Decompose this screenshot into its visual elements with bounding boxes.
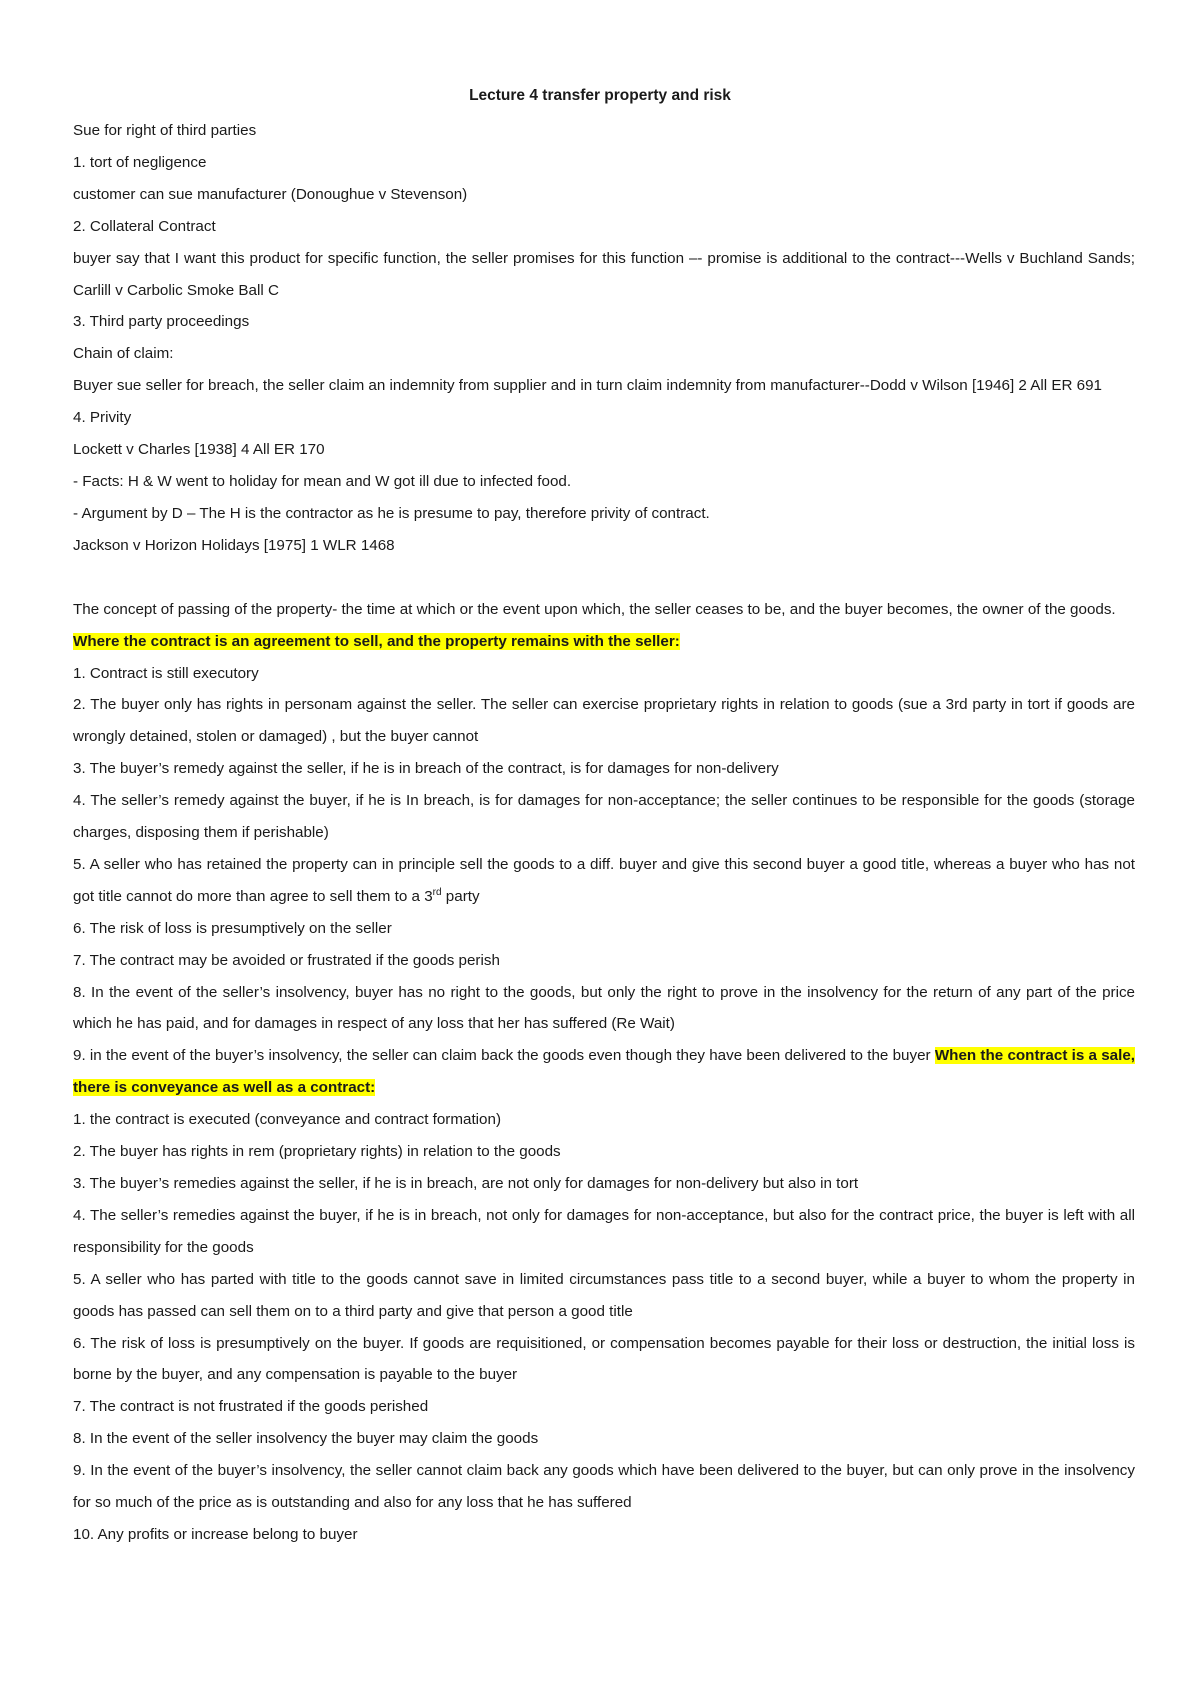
paragraph: 4. The seller’s remedy against the buyer, if he is In breach, is for damages for non-acceptance; the seller continues to be responsible for the goods (storage charges, disposing them if perishable) bbox=[73, 792, 1135, 842]
section-heading-third-parties: Sue for right of third parties bbox=[73, 122, 257, 139]
paragraph: 2. The buyer has rights in rem (proprietary rights) in relation to the goods bbox=[73, 1143, 561, 1161]
paragraph-text: 9. in the event of the buyer’s insolvency, the seller can claim back the goods even though they have been delivered to the buyer bbox=[73, 1047, 935, 1065]
paragraph-text: party bbox=[441, 887, 480, 905]
paragraph bbox=[73, 849, 1135, 913]
document-body bbox=[73, 115, 1135, 1551]
paragraph: buyer say that I want this product for specific function, the seller promises for this function –- promise is additional to the contract---Wells v Buchland Sands; Carlill v Carbolic Smoke Ball C bbox=[73, 249, 1135, 299]
paragraph: 1. the contract is executed (conveyance and contract formation) bbox=[73, 1111, 502, 1129]
paragraph-concept: The concept of passing of the property- the time at which or the event upon which, the seller ceases to be, and the buyer becomes, the owner of the goods. bbox=[73, 600, 1116, 618]
highlighted-heading: Where the contract is an agreement to sell, and the property remains with the seller: bbox=[73, 632, 680, 650]
paragraph: 2. The buyer only has rights in personam against the seller. The seller can exercise proprietary rights in relation to goods (sue a 3rd party in tort if goods are wrongly detained, stolen or damaged) , but the buyer cannot bbox=[73, 696, 1135, 746]
highlighted-heading: When the contract is a sale, there is conveyance as well as a contract: bbox=[73, 1047, 1136, 1097]
superscript: rd bbox=[432, 886, 442, 898]
paragraph: 4. Privity bbox=[73, 409, 132, 427]
paragraph: 3. Third party proceedings bbox=[73, 313, 250, 331]
paragraph: Lockett v Charles [1938] 4 All ER 170 bbox=[73, 441, 325, 459]
paragraph-text: 5. A seller who has retained the property can in principle sell the goods to a diff. buyer and give this second buyer a good title, whereas a buyer who has not got title cannot do more than agree to sell them to a 3 bbox=[73, 855, 1135, 905]
blank-line bbox=[73, 562, 1135, 594]
paragraph: 8. In the event of the seller’s insolvency, buyer has no right to the goods, but only the right to prove in the insolvency for the return of any part of the price which he has paid, and for damages in respect of any loss that her has suffered (Re Wait) bbox=[73, 983, 1135, 1033]
paragraph: 3. The buyer’s remedy against the seller, if he is in breach of the contract, is for damages for non-delivery bbox=[73, 760, 779, 778]
paragraph: 7. The contract may be avoided or frustrated if the goods perish bbox=[73, 951, 500, 969]
paragraph: 5. A seller who has parted with title to the goods cannot save in limited circumstances pass title to a second buyer, while a buyer to whom the property in goods has passed can sell them on to a third party and give that person a good title bbox=[73, 1270, 1135, 1320]
paragraph bbox=[73, 1040, 1135, 1104]
paragraph: Chain of claim: bbox=[73, 345, 174, 363]
paragraph: Jackson v Horizon Holidays [1975] 1 WLR 1468 bbox=[73, 536, 395, 554]
paragraph: Buyer sue seller for breach, the seller claim an indemnity from supplier and in turn claim indemnity from manufacturer--Dodd v Wilson [1946] 2 All ER 691 bbox=[73, 377, 1102, 395]
paragraph: 1. Contract is still executory bbox=[73, 664, 259, 682]
page-title: Lecture 4 transfer property and risk bbox=[469, 87, 731, 104]
paragraph: 7. The contract is not frustrated if the goods perished bbox=[73, 1398, 429, 1416]
paragraph: 1. tort of negligence bbox=[73, 153, 207, 171]
paragraph: - Argument by D – The H is the contractor as he is presume to pay, therefore privity of contract. bbox=[73, 504, 710, 522]
paragraph: 8. In the event of the seller insolvency the buyer may claim the goods bbox=[73, 1430, 539, 1448]
paragraph: 4. The seller’s remedies against the buyer, if he is in breach, not only for damages for non-acceptance, but also for the contract price, the buyer is left with all responsibility for the goods bbox=[73, 1206, 1135, 1256]
paragraph: 6. The risk of loss is presumptively on the buyer. If goods are requisitioned, or compensation becomes payable for their loss or destruction, the initial loss is borne by the buyer, and any compensation is payable to the buyer bbox=[73, 1334, 1135, 1384]
paragraph: 6. The risk of loss is presumptively on the seller bbox=[73, 919, 392, 937]
paragraph: 3. The buyer’s remedies against the seller, if he is in breach, are not only for damages for non-delivery but also in tort bbox=[73, 1175, 859, 1192]
paragraph: 2. Collateral Contract bbox=[73, 217, 216, 235]
paragraph: 9. In the event of the buyer’s insolvency, the seller cannot claim back any goods which have been delivered to the buyer, but can only prove in the insolvency for so much of the price as is outstanding and also for any loss that he has suffered bbox=[73, 1462, 1135, 1512]
section-heading-agreement bbox=[73, 626, 1135, 658]
paragraph: 10. Any profits or increase belong to buyer bbox=[73, 1525, 358, 1543]
paragraph: customer can sue manufacturer (Donoughue v Stevenson) bbox=[73, 185, 468, 203]
paragraph: - Facts: H & W went to holiday for mean and W got ill due to infected food. bbox=[73, 472, 572, 490]
